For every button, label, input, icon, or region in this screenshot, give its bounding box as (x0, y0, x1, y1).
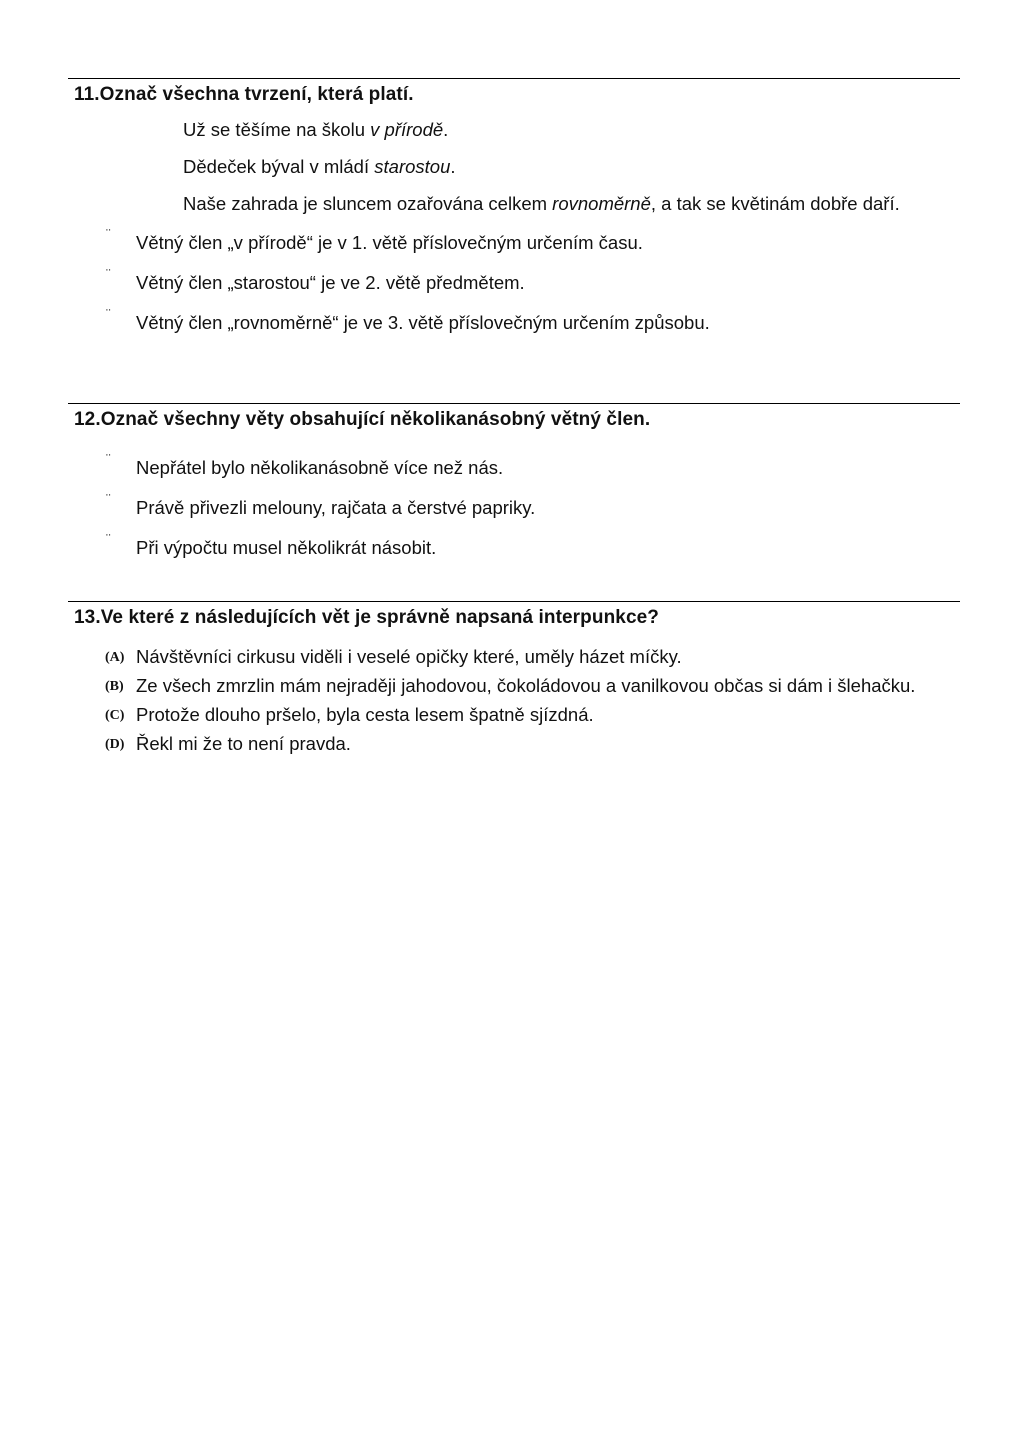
answer-option[interactable] (68, 306, 960, 352)
option-letter: (A) (105, 650, 125, 665)
answer-checklist (68, 451, 960, 577)
question-title: 13.Ve které z následujících vět je správně napsaná interpunkce? (74, 607, 659, 628)
checkbox[interactable]: ¨ (106, 306, 111, 322)
multiple-choice-options (68, 645, 960, 756)
sentence-italic-term: starostou (374, 156, 451, 177)
choice-option-d[interactable] (68, 732, 926, 756)
option-text: Ze všech zmrzlin mám nejraději jahodovou, čokoládovou a vanilkovou občas si dám i šlehačku. (136, 675, 916, 696)
answer-checklist (68, 226, 960, 352)
answer-option-text: Větný člen „starostou“ je ve 2. větě předmětem. (136, 272, 525, 293)
choice-option-a[interactable] (68, 645, 926, 669)
answer-option-text: Nepřátel bylo několikanásobně více než nás. (136, 457, 504, 478)
sentence-italic-term: v přírodě (370, 119, 444, 140)
sentence-text: . (450, 156, 456, 177)
answer-option-text: Větný člen „rovnoměrně“ je ve 3. větě příslovečným určením způsobu. (136, 312, 710, 333)
example-sentences (183, 118, 960, 216)
checkbox[interactable]: ¨ (106, 266, 111, 282)
checkbox[interactable]: ¨ (106, 491, 111, 507)
question-11 (68, 78, 960, 352)
checkbox[interactable]: ¨ (106, 226, 111, 242)
option-text: Řekl mi že to není pravda. (136, 733, 351, 754)
sentence-italic-term: rovnoměrně (552, 193, 651, 214)
sentence-text: Už se těšíme na školu (183, 119, 371, 140)
example-sentence (183, 192, 953, 216)
answer-option[interactable] (68, 531, 960, 577)
sentence-text: , a tak se květinám dobře daří. (650, 193, 900, 214)
option-letter: (D) (105, 737, 125, 752)
choice-option-b[interactable] (68, 674, 926, 698)
choice-option-c[interactable] (68, 703, 926, 727)
question-12 (68, 403, 960, 577)
question-title: 12.Označ všechny věty obsahující několikanásobný větný člen. (74, 409, 651, 430)
answer-option[interactable] (68, 451, 960, 497)
answer-option-text: Při výpočtu musel několikrát násobit. (136, 537, 437, 558)
option-letter: (C) (105, 708, 125, 723)
answer-option-text: Právě přivezli melouny, rajčata a čerstvé papriky. (136, 497, 536, 518)
answer-option[interactable] (68, 491, 960, 537)
option-letter: (B) (105, 679, 124, 694)
sentence-text: Naše zahrada je sluncem ozařována celkem (183, 193, 553, 214)
checkbox[interactable]: ¨ (106, 531, 111, 547)
option-text: Protože dlouho pršelo, byla cesta lesem špatně sjízdná. (136, 704, 594, 725)
question-title: 11.Označ všechna tvrzení, která platí. (74, 84, 414, 105)
answer-option[interactable] (68, 266, 960, 312)
checkbox[interactable]: ¨ (106, 451, 111, 467)
answer-option[interactable] (68, 226, 960, 272)
option-text: Návštěvníci cirkusu viděli i veselé opičky které, uměly házet míčky. (136, 646, 682, 667)
sentence-text: . (443, 119, 449, 140)
example-sentence (183, 155, 953, 179)
question-13 (68, 601, 960, 761)
example-sentence (183, 118, 953, 142)
sentence-text: Dědeček býval v mládí (183, 156, 375, 177)
answer-option-text: Větný člen „v přírodě“ je v 1. větě příslovečným určením času. (136, 232, 643, 253)
